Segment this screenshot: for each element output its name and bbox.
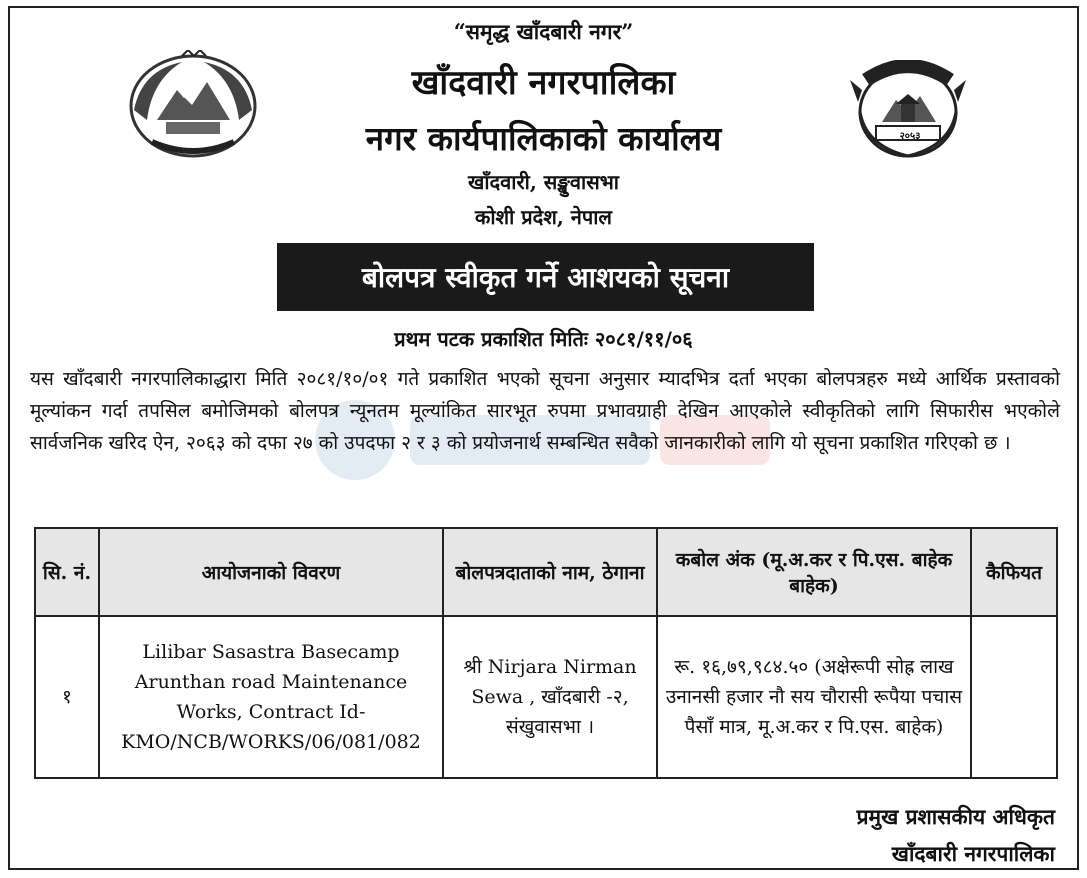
signatory-title: प्रमुख प्रशासकीय अधिकृत (856, 804, 1055, 829)
cell-amount: रू. १६,७९,९८४.५० (अक्षेरूपी सोह्र लाख उनानसी हजार नौ सय चौरासी रूपैया पचास पैसाँ मात्र, मू.अ.कर र पि.एस. बाहेक) (657, 616, 971, 778)
cell-sn: १ (35, 616, 99, 778)
award-table (34, 527, 1058, 779)
signatory-office: खाँदबारी नगरपालिका (891, 841, 1055, 866)
header-amount: कबोल अंक (मू.अ.कर र पि.एस. बाहेक बाहेक) (657, 528, 971, 616)
first-published-date: प्रथम पटक प्रकाशित मितिः २०८१/११/०६ (394, 327, 693, 351)
cell-remarks (971, 616, 1057, 778)
office-name: नगर कार्यपालिकाको कार्यालय (365, 119, 722, 158)
cell-bidder: श्री Nirjara Nirman Sewa , खाँदबारी -२, संखुवासभा । (443, 616, 657, 778)
notice-body: यस खाँदबारी नगरपालिकाद्धारा मिति २०८१/१०/०१ गते प्रकाशित भएको सूचना अनुसार म्यादभित्र दर्ता भएका बोलपत्रहरु मध्ये आर्थिक प्रस्तावको मूल्यांकन गर्दा तपसिल बमोजिमको बोलपत्र न्यूनतम मूल्यांकित सारभूत रुपमा प्रभावग्राही देखिन आएकोले स्वीकृतिको लागि सिफारीस भएकोले सार्वजनिक खरिद ऐन, २०६३ को दफा २७ को उपदफा २ र ३ को प्रयोजनार्थ सम्बन्धित सवैको जानकारीको लागि यो सूचना प्रकाशित गरिएको छ । (30, 368, 1060, 454)
notice-title: बोलपत्र स्वीकृत गर्ने आशयको सूचना (277, 243, 814, 311)
address-line-1: खाँदवारी, सङ्खुवासभा (468, 170, 619, 194)
header-bidder: बोलपत्रदाताको नाम, ठेगाना (443, 528, 657, 616)
header-description: आयोजनाको विवरण (99, 528, 443, 616)
logo-year: २०५३ (899, 131, 921, 142)
table-header-row (35, 528, 1057, 616)
municipality-name: खाँदवारी नगरपालिका (411, 63, 676, 103)
motto: “समृद्ध खाँदबारी नगर” (453, 19, 634, 44)
table-row (35, 616, 1057, 778)
header-remarks: कैफियत (971, 528, 1057, 616)
cell-description: Lilibar Sasastra Basecamp Arunthan road Maintenance Works, Contract Id- KMO/NCB/WORKS/06/081/082 (99, 616, 443, 778)
header-sn: सि. नं. (35, 528, 99, 616)
address-line-2: कोशी प्रदेश, नेपाल (474, 205, 612, 229)
